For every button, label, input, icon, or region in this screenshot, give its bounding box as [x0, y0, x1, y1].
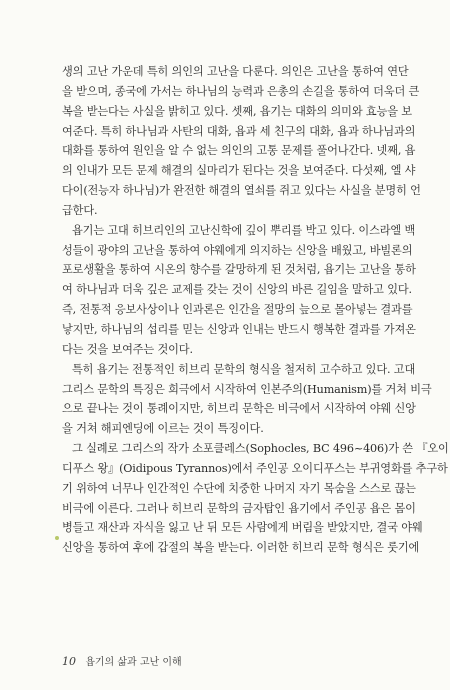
- page-footer: [62, 653, 182, 668]
- text-line: 급한다.: [62, 203, 98, 217]
- text-line: 비극에 이른다. 그러나 히브리 문학의 금자탑인 욥기에서 주인공 욥은 몸이: [62, 501, 416, 515]
- text-line: 포로생활을 통하여 시온의 향수를 갈망하게 된 것처럼, 욥기는 고난을 통하: [62, 263, 416, 277]
- margin-dot: [55, 536, 59, 540]
- text-line: 낳지만, 하나님의 섭리를 믿는 신앙과 인내는 반드시 행복한 결과를 가져온: [62, 322, 416, 336]
- text-line: 기 위하여 너무나 인간적인 수단에 치중한 나머지 자기 목숨을 스스로 끊는: [62, 481, 416, 495]
- text-line: 의 인내가 모든 문제 해결의 실마리가 된다는 것을 보여준다. 다섯째, 엘 샤: [62, 164, 416, 178]
- paragraph: [62, 221, 416, 360]
- text-line: 다이(전능자 하나님)가 완전한 해결의 열쇠를 쥐고 있다는 사실을 분명히 언: [62, 184, 421, 198]
- text-line: 특히 욥기는 전통적인 히브리 문학의 형식을 철저히 고수하고 있다. 고대: [72, 362, 416, 376]
- text-line: 즉, 전통적 응보사상이나 인과론은 인간을 절망의 늪으로 몰아넣는 결과를: [62, 303, 413, 317]
- text-line: 다는 것을 보여주는 것이다.: [62, 342, 193, 356]
- text-line: 여 하나님과 더욱 깊은 교제를 갖는 것이 신앙의 바른 길임을 말하고 있다.: [62, 283, 412, 297]
- paragraph: [62, 439, 449, 558]
- text-line: 욥기는 고대 히브리인의 고난신학에 깊이 뿌리를 박고 있다. 이스라엘 백: [72, 223, 416, 237]
- text-line: 을 거쳐 해피엔딩에 이르는 것이 특징이다.: [62, 422, 264, 436]
- text-line: 복을 받는다는 사실을 밝히고 있다. 셋째, 욥기는 대화의 의미와 효능을 보: [62, 104, 412, 118]
- paragraph: [62, 62, 421, 221]
- text-line: 성들이 광야의 고난을 통하여 야웨에게 의지하는 신앙을 배웠고, 바빌론의: [62, 243, 413, 257]
- running-title: 욥기의 삶과 고난 이해: [85, 657, 182, 668]
- text-line: 생의 고난 가운데 특히 의인의 고난을 다룬다. 의인은 고난을 통하여 연단: [62, 65, 409, 78]
- body-text: [62, 62, 449, 558]
- paragraph: [62, 360, 432, 439]
- text-line: 그리스 문학의 특징은 희극에서 시작하여 인본주의(Humanism)를 거쳐 비극: [62, 382, 432, 396]
- page-number: 10: [62, 655, 76, 668]
- text-line: 그 실례로 그리스의 작가 소포클레스(Sophocles, BC 496~406)가 쓴 『오이: [72, 442, 449, 456]
- text-line: 으로 끝나는 것이 통례이지만, 히브리 문학은 비극에서 시작하여 야웨 신앙: [62, 402, 416, 416]
- text-line: 신앙을 통하여 후에 갑절의 복을 받는다. 이러한 히브리 문학 형식은 룻기에: [62, 541, 420, 555]
- text-line: 병들고 재산과 자식을 잃고 난 뒤 모든 사람에게 버림을 받았지만, 결국 야웨: [62, 521, 423, 535]
- text-line: 여준다. 특히 하나님과 사탄의 대화, 욥과 세 친구의 대화, 욥과 하나님과의: [62, 124, 416, 138]
- text-line: 디푸스 왕』(Oidipous Tyrannos)에서 주인공 오이디푸스는 부귀영화를 추구하: [62, 461, 448, 475]
- text-line: 을 받으며, 종국에 가서는 하나님의 능력과 은총의 손길을 통하여 더욱더 큰: [62, 84, 420, 98]
- text-line: 대화를 통하여 원인을 알 수 없는 의인의 고통 문제를 풀어나간다. 넷째, 욥: [62, 144, 416, 158]
